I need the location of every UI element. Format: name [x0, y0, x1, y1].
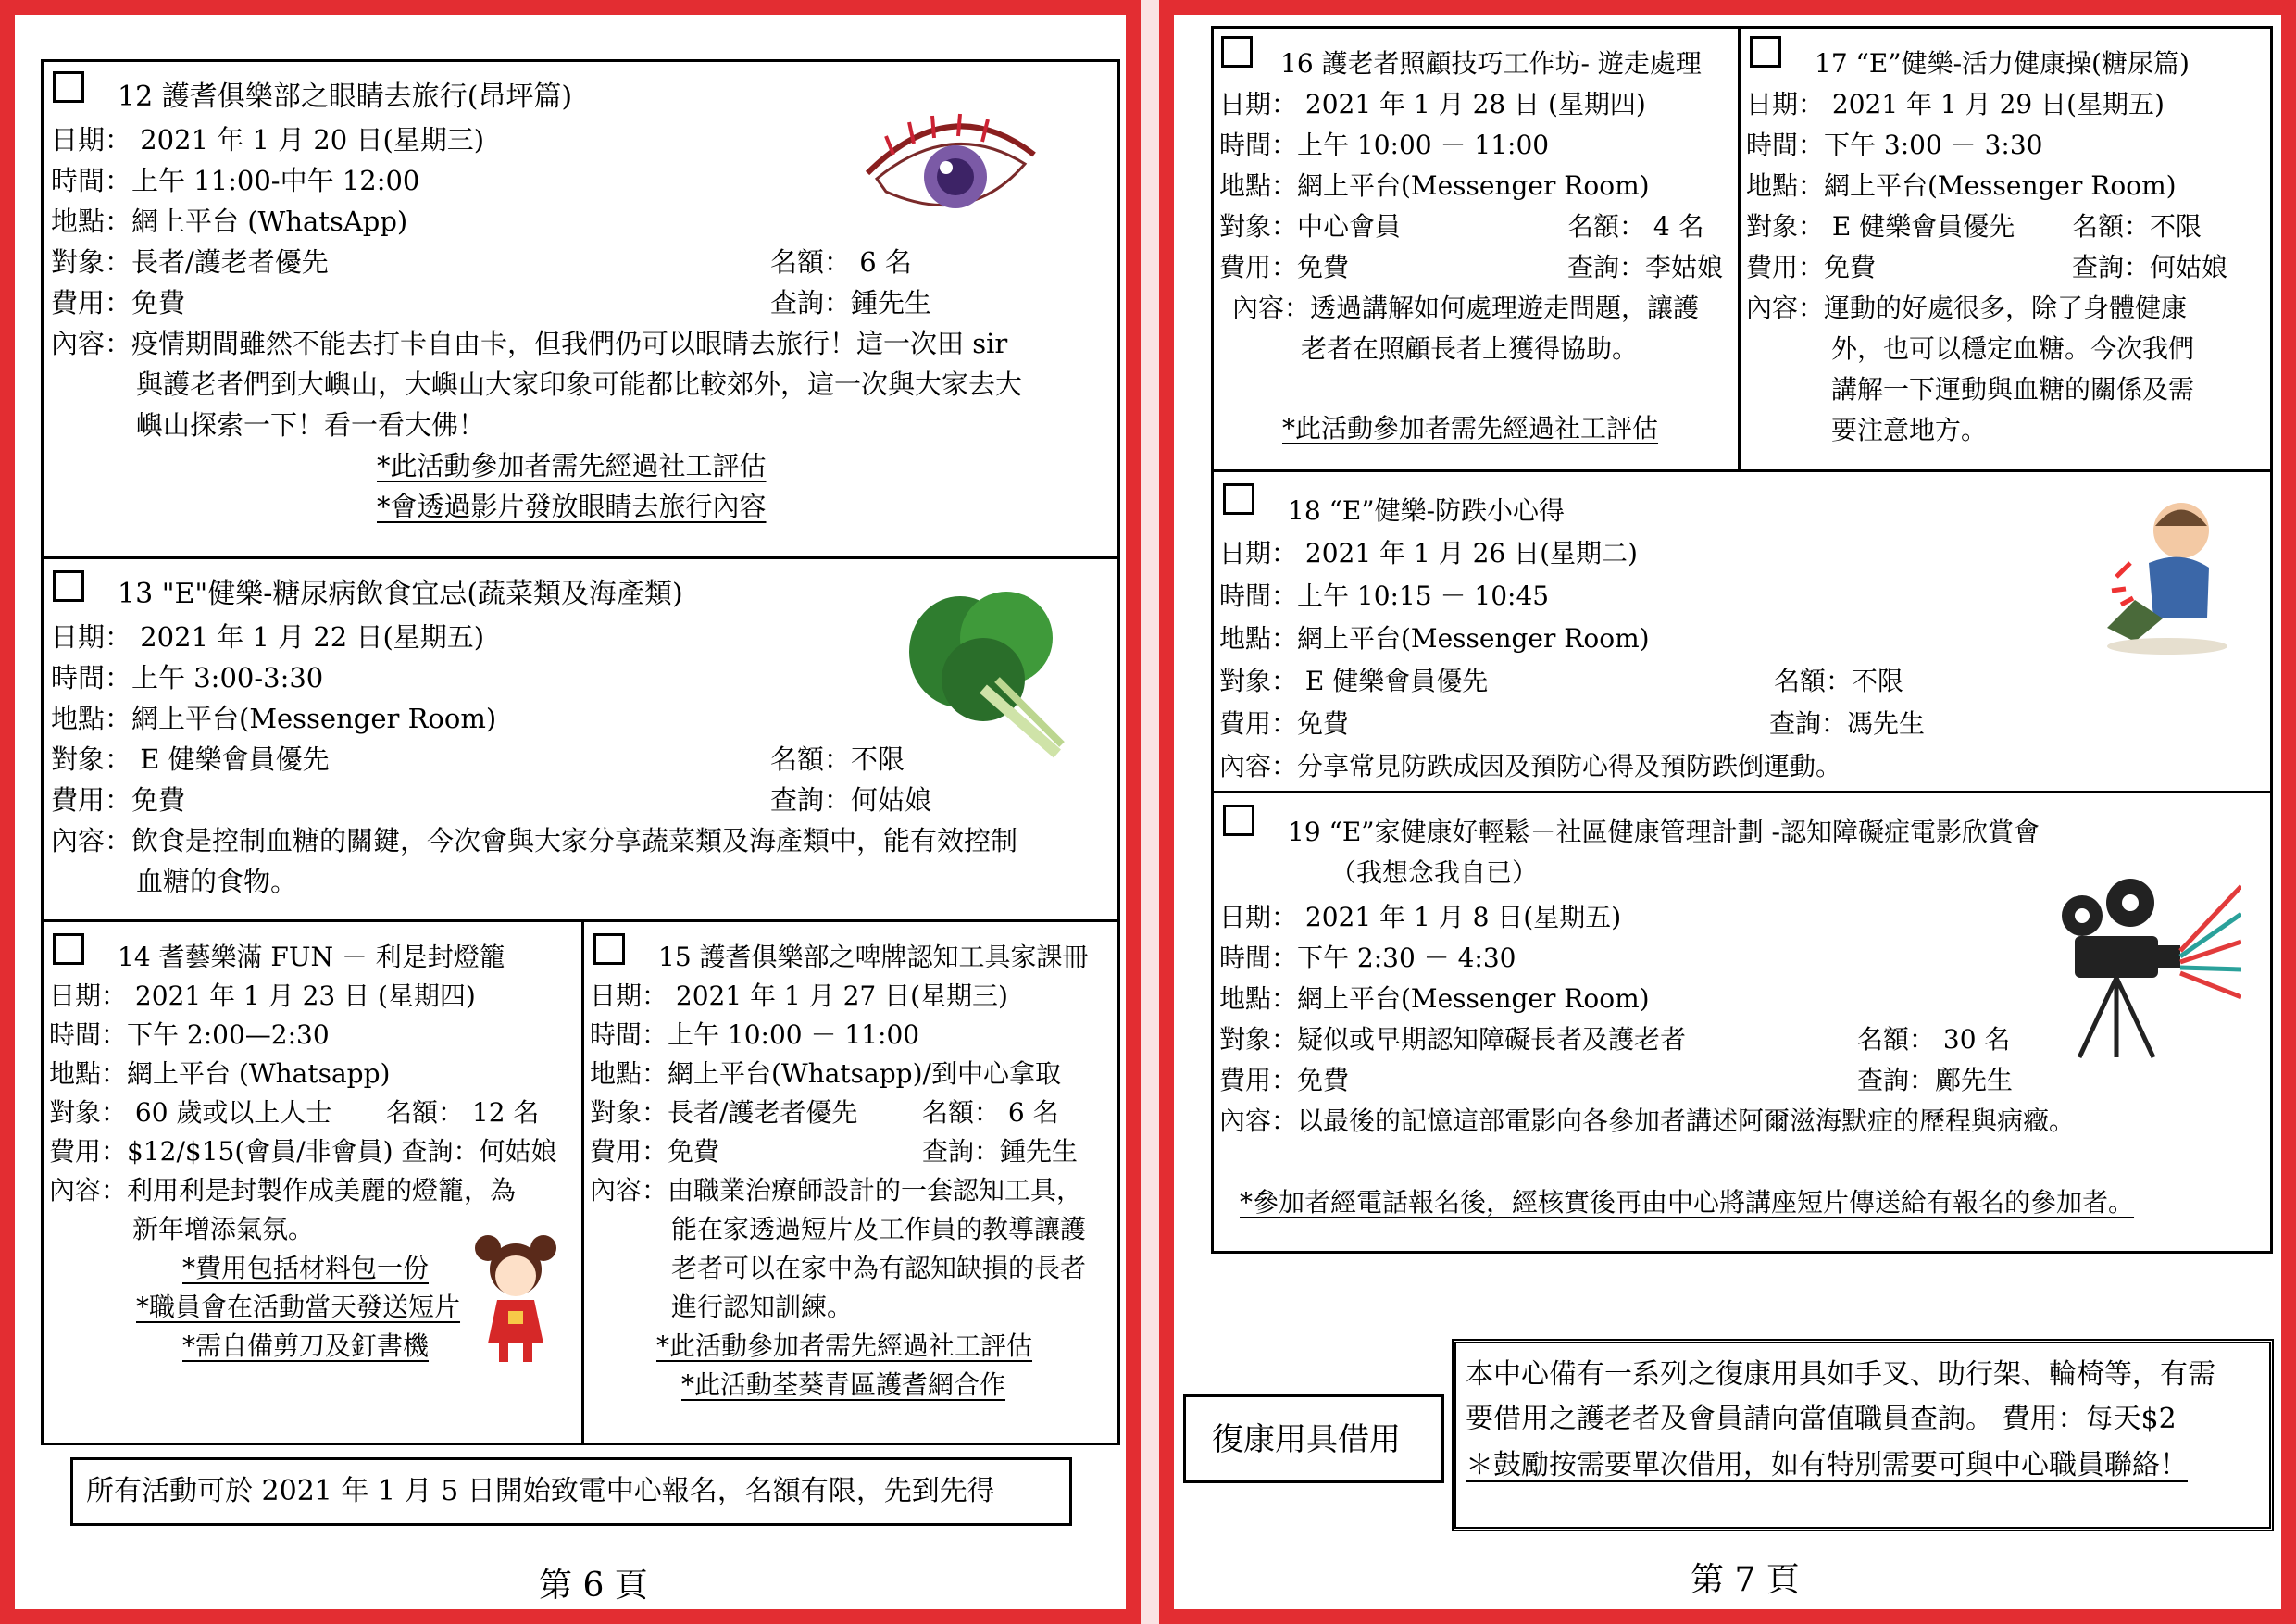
activity-14-content-2: 新年增添氣氛。 [132, 1214, 315, 1244]
activity-12-target: 對象：長者/護老者優先 [51, 246, 329, 278]
activity-19-subtitle: （我想念我自已） [1330, 857, 1539, 888]
eye-illustration [858, 99, 1043, 238]
activity-16-enquiry: 查詢：李姑娘 [1567, 252, 1724, 282]
page-7 [1159, 0, 2296, 1624]
activity-18-time: 時間：上午 10:15 － 10:45 [1219, 581, 1550, 611]
activity-14-fee: 費用：$12/$15(會員/非會員) 查詢：何姑娘 [49, 1136, 557, 1167]
activity-18-fee: 費用：免費 [1219, 708, 1350, 739]
activity-12-checkbox[interactable] [53, 71, 84, 103]
activity-12-date: 日期： 2021 年 1 月 20 日(星期三) [51, 124, 485, 156]
activity-16-time: 時間：上午 10:00 － 11:00 [1219, 130, 1550, 160]
elderly-fall-illustration [2098, 489, 2237, 656]
activity-14 [41, 919, 584, 1445]
center-gutter [1141, 0, 1159, 1624]
activity-16-quota: 名額： 4 名 [1567, 211, 1704, 242]
activity-14-note-3: *需自備剪刀及釘書機 [182, 1330, 430, 1361]
activity-14-place: 地點：網上平台 (Whatsapp) [49, 1058, 391, 1089]
activity-15-checkbox[interactable] [593, 933, 625, 965]
activity-19 [1211, 791, 2273, 1254]
activity-17-quota: 名額：不限 [2072, 211, 2202, 242]
activity-13-enquiry: 查詢：何姑娘 [770, 784, 932, 816]
activity-18-place: 地點：網上平台(Messenger Room) [1219, 623, 1650, 654]
activity-14-checkbox[interactable] [53, 933, 84, 965]
activity-17-date: 日期： 2021 年 1 月 29 日(星期五) [1746, 89, 2165, 119]
activity-15-fee: 費用：免費 [590, 1136, 720, 1167]
film-projector-illustration [2056, 877, 2241, 1062]
activity-17 [1738, 26, 2273, 472]
activity-19-title: 19 “E”家健康好輕鬆－社區健康管理計劃 -認知障礙症電影欣賞會 [1288, 817, 2040, 847]
activity-13-quota: 名額：不限 [770, 743, 905, 775]
activity-17-checkbox[interactable] [1750, 36, 1781, 68]
activity-17-enquiry: 查詢：何姑娘 [2072, 252, 2228, 282]
activity-15-time: 時間：上午 10:00 － 11:00 [590, 1019, 920, 1050]
activity-16-note-1: *此活動參加者需先經過社工評估 [1282, 413, 1659, 443]
activity-12-time: 時間：上午 11:00-中午 12:00 [51, 165, 420, 196]
activity-12-fee: 費用：免費 [51, 287, 186, 319]
activity-15-date: 日期： 2021 年 1 月 27 日(星期三) [590, 981, 1008, 1011]
activity-15-content-1: 內容：由職業治療師設計的一套認知工具， [590, 1175, 1083, 1206]
activity-12-quota: 名額： 6 名 [770, 246, 912, 278]
activity-17-time: 時間：下午 3:00 － 3:30 [1746, 130, 2043, 160]
activity-14-note-1: *費用包括材料包一份 [182, 1253, 430, 1283]
activity-15 [581, 919, 1120, 1445]
activity-17-target: 對象： E 健樂會員優先 [1746, 211, 2015, 242]
activity-15-content-4: 進行認知訓練。 [671, 1292, 854, 1322]
activity-17-fee: 費用：免費 [1746, 252, 1877, 282]
activity-17-place: 地點：網上平台(Messenger Room) [1746, 170, 2177, 201]
activity-14-note-2: *職員會在活動當天發送短片 [136, 1292, 461, 1322]
activity-17-content-4: 要注意地方。 [1831, 415, 1988, 445]
activity-14-quota: 名額： 12 名 [386, 1097, 540, 1128]
activity-13-target: 對象： E 健樂會員優先 [51, 743, 330, 775]
girl-new-year-illustration [469, 1228, 562, 1367]
activity-14-target: 對象： 60 歲或以上人士 [49, 1097, 332, 1128]
activity-14-content-1: 內容：利用利是封製作成美麗的燈籠，為 [49, 1175, 517, 1206]
activity-19-checkbox[interactable] [1223, 805, 1254, 836]
activity-13-content-2: 血糖的食物。 [136, 866, 298, 897]
activity-18-title: 18 “E”健樂-防跌小心得 [1288, 495, 1566, 526]
activity-18-checkbox[interactable] [1223, 483, 1254, 515]
activity-13-content-1: 內容：飲食是控制血糖的關鍵，今次會與大家分享蔬菜類及海產類中，能有效控制 [51, 825, 1018, 856]
registration-text: 所有活動可於 2021 年 1 月 5 日開始致電中心報名，名額有限，先到先得 [86, 1475, 995, 1507]
activity-12-note-1: *此活動參加者需先經過社工評估 [377, 450, 767, 481]
activity-12-title: 12 護耆俱樂部之眼睛去旅行(昂坪篇) [118, 81, 573, 113]
activity-18-quota: 名額：不限 [1774, 666, 1904, 696]
activity-16-title: 16 護老者照顧技巧工作坊- 遊走處理 [1280, 48, 1702, 79]
activity-19-place: 地點：網上平台(Messenger Room) [1219, 983, 1650, 1014]
activity-18-enquiry: 查詢：馮先生 [1769, 708, 1926, 739]
page-6 [0, 0, 1141, 1624]
activity-19-note-1: *參加者經電話報名後，經核實後再由中心將講座短片傳送給有報名的參加者。 [1240, 1187, 2135, 1218]
activity-18-target: 對象： E 健樂會員優先 [1219, 666, 1489, 696]
activity-17-title: 17 “E”健樂-活力健康操(糖尿篇) [1815, 48, 2190, 79]
activity-14-date: 日期： 2021 年 1 月 23 日 (星期四) [49, 981, 476, 1011]
spinach-illustration [895, 587, 1080, 763]
activity-12-note-2: *會透過影片發放眼睛去旅行內容 [377, 491, 767, 522]
activity-15-note-2: *此活動荃葵青區護耆網合作 [681, 1369, 1006, 1400]
activity-19-target: 對象：疑似或早期認知障礙長者及護老者 [1219, 1024, 1687, 1055]
activity-15-enquiry: 查詢：鍾先生 [922, 1136, 1079, 1167]
activity-16 [1211, 26, 1741, 472]
activity-15-content-3: 老者可以在家中為有認知缺損的長者 [671, 1253, 1087, 1283]
activity-18 [1211, 469, 2273, 793]
activity-13-time: 時間：上午 3:00-3:30 [51, 662, 324, 693]
activity-19-enquiry: 查詢：鄺先生 [1857, 1065, 2014, 1095]
registration-note [70, 1457, 1072, 1526]
activity-16-content-1: 內容：透過講解如何處理遊走問題，讓護 [1232, 293, 1700, 323]
activity-14-time: 時間：下午 2:00—2:30 [49, 1019, 330, 1050]
activity-19-time: 時間：下午 2:30 － 4:30 [1219, 943, 1516, 973]
activity-16-date: 日期： 2021 年 1 月 28 日 (星期四) [1219, 89, 1646, 119]
activity-17-content-1: 內容：運動的好處很多，除了身體健康 [1746, 293, 2188, 323]
activity-15-quota: 名額： 6 名 [922, 1097, 1059, 1128]
activity-16-place: 地點：網上平台(Messenger Room) [1219, 170, 1650, 201]
activity-18-date: 日期： 2021 年 1 月 26 日(星期二) [1219, 538, 1638, 568]
activity-12-content-1: 內容：疫情期間雖然不能去打卡自由卡，但我們仍可以眼睛去旅行！這一次田 sir [51, 328, 1008, 359]
activity-15-target: 對象：長者/護老者優先 [590, 1097, 858, 1128]
activity-13 [41, 556, 1120, 922]
activity-12-content-2: 與護老者們到大嶼山，大嶼山大家印象可能都比較郊外，這一次與大家去大 [136, 369, 1023, 400]
activity-15-content-2: 能在家透過短片及工作員的教導讓護 [671, 1214, 1087, 1244]
activity-19-fee: 費用：免費 [1219, 1065, 1350, 1095]
activity-19-date: 日期： 2021 年 1 月 8 日(星期五) [1219, 902, 1622, 932]
activity-13-title: 13 "E"健樂-糖尿病飲食宜忌(蔬菜類及海產類) [118, 578, 683, 610]
activity-15-title: 15 護耆俱樂部之啤牌認知工具家課冊 [658, 942, 1089, 972]
activity-16-fee: 費用：免費 [1219, 252, 1350, 282]
activity-13-place: 地點：網上平台(Messenger Room) [51, 703, 497, 734]
activity-13-checkbox[interactable] [53, 570, 84, 602]
activity-17-content-3: 講解一下運動與血糖的關係及需 [1831, 374, 2195, 405]
activity-18-content-1: 內容：分享常見防跌成因及預防心得及預防跌倒運動。 [1219, 751, 1842, 781]
activity-19-quota: 名額： 30 名 [1857, 1024, 2011, 1055]
activity-12-content-3: 嶼山探索一下！看一看大佛！ [136, 409, 486, 441]
activity-15-note-1: *此活動參加者需先經過社工評估 [656, 1330, 1033, 1361]
activity-16-target: 對象：中心會員 [1219, 211, 1402, 242]
activity-12-enquiry: 查詢：鍾先生 [770, 287, 932, 319]
page-7-number: 第 7 頁 [1691, 1561, 1800, 1599]
activity-12-place: 地點：網上平台 (WhatsApp) [51, 206, 408, 237]
activity-15-place: 地點：網上平台(Whatsapp)/到中心拿取 [590, 1058, 1061, 1089]
rehab-label-box [1183, 1394, 1444, 1483]
activity-12 [41, 59, 1120, 559]
rehab-label: 復康用具借用 [1212, 1421, 1401, 1458]
rehab-line-1: 本中心備有一系列之復康用具如手叉、助行架、輪椅等，有需 [1466, 1358, 2215, 1391]
activity-16-checkbox[interactable] [1221, 36, 1253, 68]
activity-19-content-1: 內容：以最後的記憶這部電影向各參加者講述阿爾滋海默症的歷程與病癥。 [1219, 1106, 2076, 1136]
page-6-number: 第 6 頁 [539, 1567, 648, 1605]
rehab-line-2: 要借用之護老者及會員請向當值職員查詢。 費用：每天$2 [1466, 1403, 2177, 1435]
activity-13-date: 日期： 2021 年 1 月 22 日(星期五) [51, 621, 485, 653]
rehab-line-3: ＊鼓勵按需要單次借用，如有特別需要可與中心職員聯絡！ [1466, 1449, 2188, 1481]
activity-14-title: 14 耆藝樂滿 FUN － 利是封燈籠 [118, 942, 505, 972]
activity-16-content-2: 老者在照顧長者上獲得協助。 [1301, 333, 1639, 364]
activity-13-fee: 費用：免費 [51, 784, 186, 816]
rehab-info-box [1452, 1339, 2274, 1531]
activity-17-content-2: 外，也可以穩定血糖。今次我們 [1831, 333, 2195, 364]
